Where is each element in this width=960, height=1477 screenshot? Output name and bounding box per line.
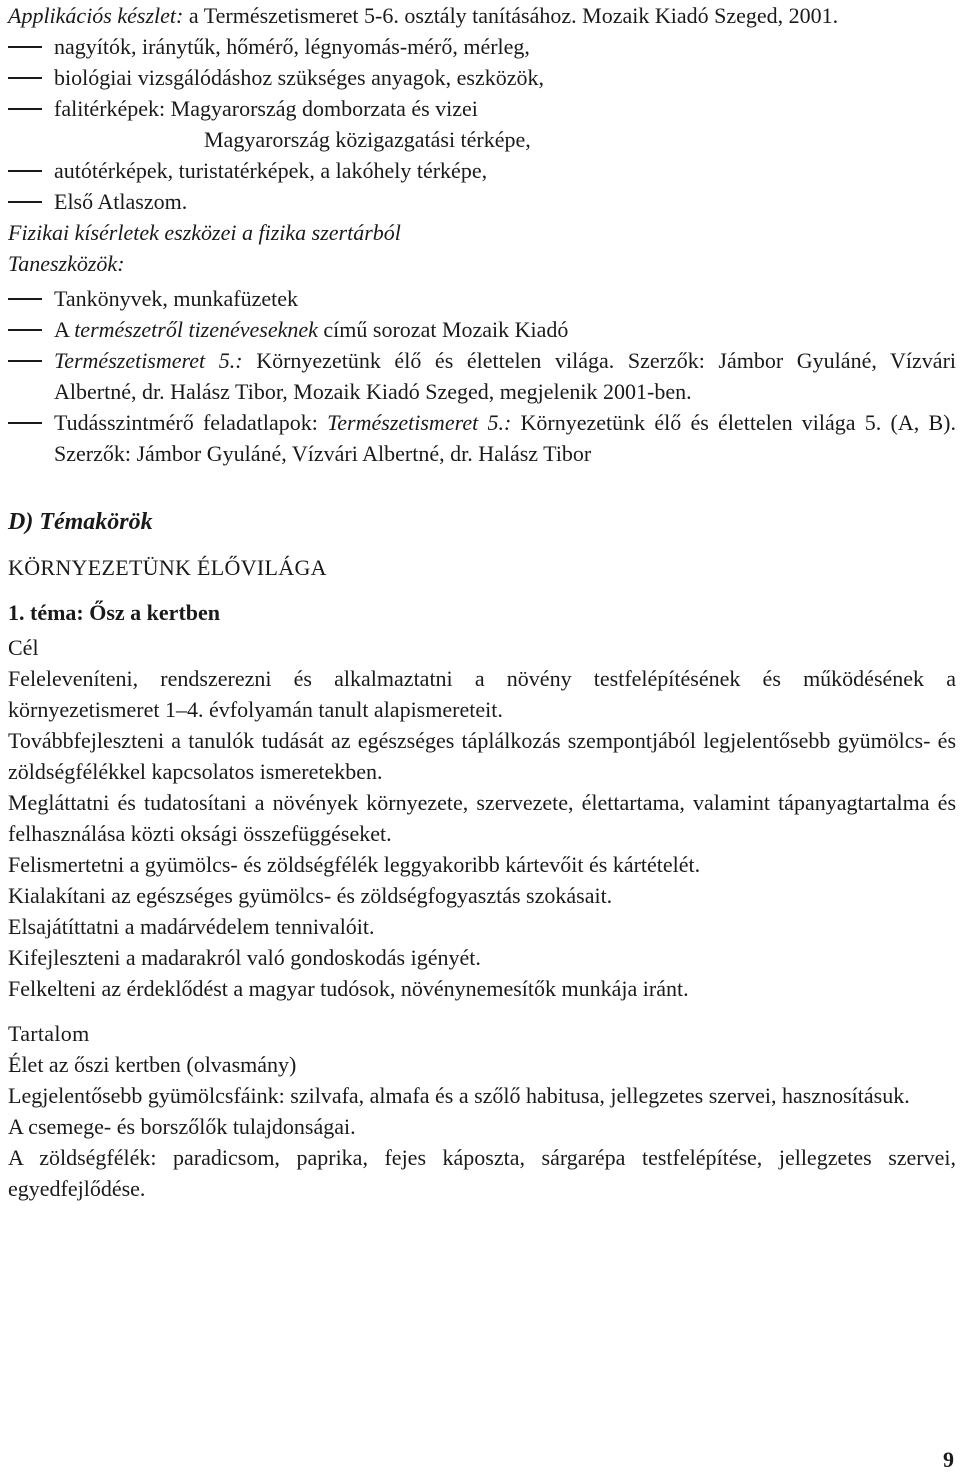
list-item [8, 407, 956, 469]
goal-paragraph: Kifejleszteni a madarakról való gondoskodás igényét. [8, 945, 481, 970]
book-title: Természetismeret 5.: [327, 410, 512, 435]
tools-list [8, 31, 956, 217]
list-item: Első Atlaszom. [8, 186, 956, 217]
goal-paragraph: Megláttatni és tudatosítani a növények környezete, szervezete, élettartama, valamint tápanyagtartalma és felhasználása közti oksági összefüggéseket. [8, 790, 956, 846]
list-item: Tankönyvek, munkafüzetek [8, 283, 956, 314]
document-page [8, 0, 956, 1204]
goals-list [8, 663, 956, 1004]
content-paragraph: A zöldségfélék: paradicsom, paprika, fejes káposzta, sárgarépa testfelépítése, jellegzetes szervei, egyedfejlődése. [8, 1145, 956, 1201]
list-item: autótérképek, turistatérképek, a lakóhely térképe, [8, 155, 956, 186]
physics-tools-label: Fizikai kísérletek eszközei a fizika szertárból [8, 220, 401, 245]
list-item: falitérképek: Magyarország domborzata és vizei [8, 93, 956, 124]
goal-paragraph: Továbbfejleszteni a tanulók tudását az egészséges táplálkozás szempontjából legjelentősebb gyümölcs- és zöldségfélékkel kapcsolatos ismeretekben. [8, 728, 956, 784]
section-heading: D) Témakörök [8, 509, 153, 535]
page-number: 9 [943, 1447, 954, 1472]
text-run: A [54, 317, 75, 342]
intro-paragraph [8, 0, 956, 31]
subsection-heading: KÖRNYEZETÜNK ÉLŐVILÁGA [8, 555, 327, 580]
goal-paragraph: Felkelteni az érdeklődést a magyar tudósok, növénynemesítők munkája iránt. [8, 976, 689, 1001]
goal-paragraph: Feleleveníteni, rendszerezni és alkalmaztatni a növény testfelépítésének és működésének a környezetismeret 1–4. évfolyamán tanult alapismereteit. [8, 666, 956, 722]
content-label: Tartalom [8, 1021, 90, 1046]
goal-label: Cél [8, 635, 39, 660]
goal-paragraph: Elsajátíttatni a madárvédelem tennivalóit. [8, 914, 375, 939]
content-list [8, 1049, 956, 1204]
topic-heading: 1. téma: Ősz a kertben [8, 600, 221, 625]
content-paragraph: Élet az őszi kertben (olvasmány) [8, 1052, 297, 1077]
goal-paragraph: Kialakítani az egészséges gyümölcs- és zöldségfogyasztás szokásait. [8, 883, 613, 908]
list-item-continuation: Magyarország közigazgatási térképe, [204, 127, 531, 152]
text-run: Tudásszintmérő feladatlapok: [54, 410, 328, 435]
book-title: Természetismeret 5.: [54, 348, 243, 373]
teaching-tools-label: Taneszközök: [8, 251, 125, 276]
goal-paragraph: Felismertetni a gyümölcs- és zöldségfélék leggyakoribb kártevőit és kártételét. [8, 852, 701, 877]
content-paragraph: Legjelentősebb gyümölcsfáink: szilvafa, almafa és a szőlő habitusa, jellegzetes szervei, hasznosításuk. [8, 1083, 910, 1108]
text-run: Környezetünk élő és élettelen világa. Szerzők: Jámbor Gyuláné, Vízvári Albertné, dr. Halász Tibor, Mozaik Kiadó Szeged, megjelenik 2001-ben. [54, 348, 957, 404]
text-run: című sorozat Mozaik Kiadó [317, 317, 569, 342]
intro-text: a Természetismeret 5-6. osztály tanításához. Mozaik Kiadó Szeged, 2001. [183, 3, 839, 28]
list-item: biológiai vizsgálódáshoz szükséges anyagok, eszközök, [8, 62, 956, 93]
list-item [8, 345, 956, 407]
intro-label: Applikációs készlet: [8, 3, 184, 28]
content-paragraph: A csemege- és borszőlők tulajdonságai. [8, 1114, 356, 1139]
text-run: Környezetünk élő és élettelen világa 5. (A, B). Szerzők: Jámbor Gyuláné, Vízvári Albertné, dr. Halász Tibor [54, 410, 956, 466]
series-title: természetről tizenéveseknek [74, 317, 318, 342]
teaching-tools-list [8, 283, 956, 469]
list-item [8, 314, 956, 345]
list-item: nagyítók, iránytűk, hőmérő, légnyomás-mérő, mérleg, [8, 31, 956, 62]
